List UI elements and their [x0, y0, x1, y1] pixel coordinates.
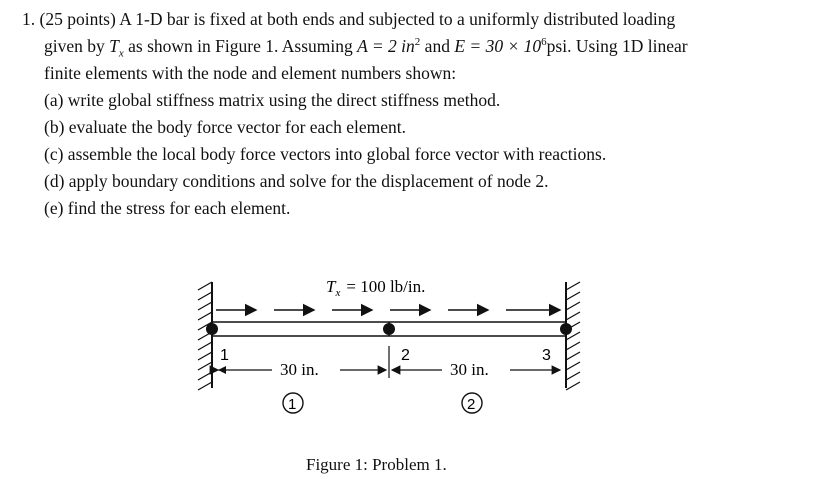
- problem-part-c: (c) assemble the local body force vectors into global force vector with reactions.: [44, 144, 607, 164]
- load-subscript: x: [118, 47, 124, 60]
- problem-points: (25 points): [39, 9, 116, 29]
- load-label: $T_x = 100$ lb/in.: [326, 277, 426, 299]
- problem-statement: [22, 6, 812, 222]
- and-word: and: [424, 36, 450, 56]
- modulus-exponent: 6: [541, 36, 547, 49]
- element-label-1: 1: [288, 396, 297, 413]
- problem-part-b: (b) evaluate the body force vector for each element.: [44, 117, 406, 137]
- problem-line-2: [22, 33, 812, 60]
- problem-intro-c: as shown in Figure 1. Assuming: [128, 36, 353, 56]
- right-wall-support: [566, 282, 580, 390]
- problem-intro-b: given by: [44, 36, 105, 56]
- dimension-lines: [218, 346, 560, 378]
- modulus-unit: psi. Using 1D linear: [546, 36, 688, 56]
- figure-caption: Figure 1: Problem 1.: [306, 455, 447, 474]
- dimension-label-2: 30 in.: [450, 360, 489, 379]
- problem-part-e: (e) find the stress for each element.: [44, 198, 291, 218]
- problem-number: 1.: [22, 9, 36, 29]
- bar-figure: [180, 260, 600, 425]
- element-label-2: 2: [467, 396, 476, 413]
- problem-intro-a: A 1-D bar is fixed at both ends and subjected to a uniformly distributed loading: [119, 9, 676, 29]
- problem-part-a: (a) write global stiffness matrix using the direct stiffness method.: [44, 90, 501, 110]
- problem-intro-d: finite elements with the node and element numbers shown:: [44, 63, 457, 83]
- problem-part-d: (d) apply boundary conditions and solve for the displacement of node 2.: [44, 171, 549, 191]
- node-3-dot: [560, 323, 572, 335]
- node-1-dot: [206, 323, 218, 335]
- node-label-1: 1: [220, 347, 229, 364]
- modulus-expression: E = 30 × 10: [454, 36, 542, 56]
- problem-line-3: [22, 60, 812, 87]
- dimension-label-1: 30 in.: [280, 360, 319, 379]
- left-wall-support: [198, 282, 212, 390]
- area-expression: A = 2 in: [357, 36, 415, 56]
- area-exponent: 2: [414, 36, 421, 49]
- node-label-3: 3: [542, 347, 551, 364]
- load-symbol: T: [109, 36, 119, 56]
- node-label-2: 2: [401, 347, 410, 364]
- problem-line-1: [22, 6, 812, 33]
